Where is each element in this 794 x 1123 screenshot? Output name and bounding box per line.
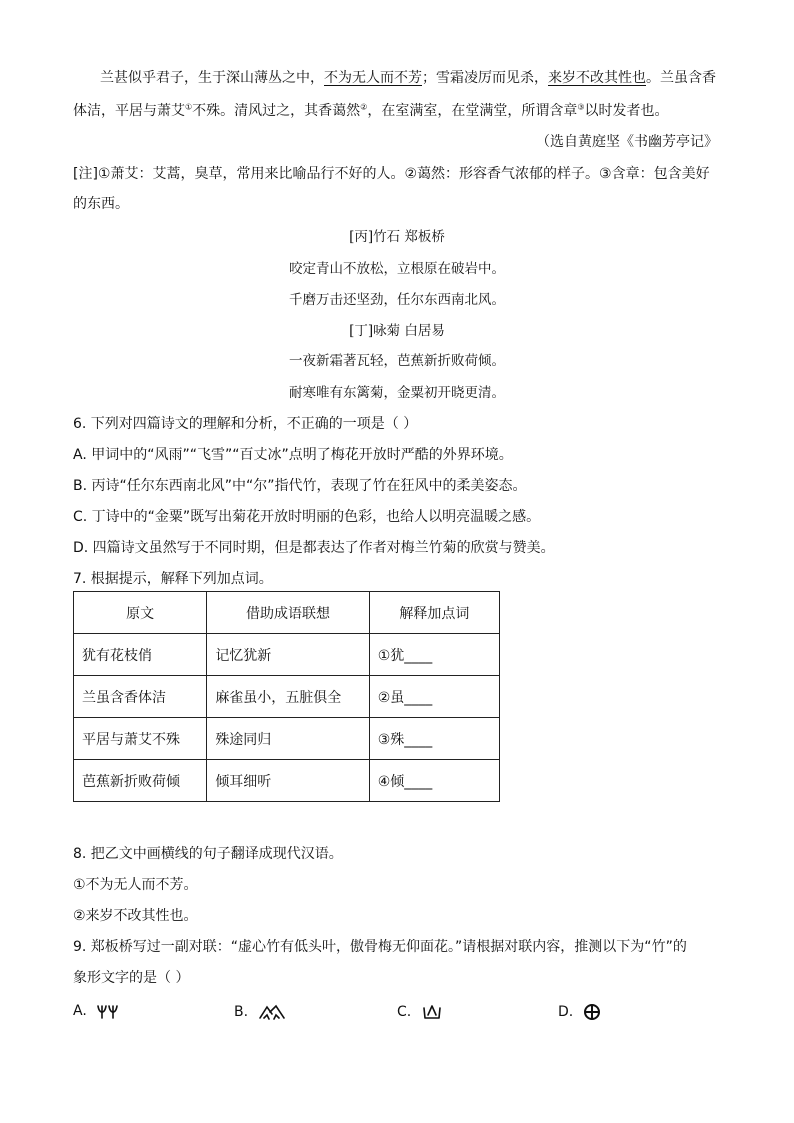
- question-8-item-1: ①不为无人而不芳。: [73, 877, 198, 893]
- option-label: B.: [234, 1004, 249, 1020]
- table-row: [74, 718, 500, 760]
- question-6-option-d: D. 四篇诗文虽然写于不同时期，但是都表达了作者对梅兰竹菊的欣赏与赞美。: [73, 540, 555, 556]
- question-7-table: [73, 591, 500, 802]
- poem-d-line-2: 耐寒唯有东篱菊，金粟初开晓更清。: [289, 385, 505, 401]
- passage-text: 以时发者也。: [584, 103, 669, 119]
- passage-text: 不殊。清风过之，其香蔼然: [192, 103, 361, 119]
- poem-d-line-1: 一夜新霜著瓦轻，芭蕉新折败荷倾。: [289, 353, 505, 369]
- question-9-option-d[interactable]: [558, 1003, 601, 1021]
- question-9-stem-line-2: 象形文字的是（ ）: [73, 970, 190, 986]
- question-6-option-c: C. 丁诗中的“金粟”既写出菊花开放时明丽的色彩，也给人以明亮温暖之感。: [73, 509, 541, 525]
- question-6-option-b: B. 丙诗“任尔东西南北风”中“尔”指代竹，表现了竹在狂风中的柔美姿态。: [73, 478, 527, 494]
- table-cell: 殊途同归: [207, 718, 369, 760]
- annotation-line-2: 的东西。: [73, 196, 129, 212]
- annotation-line-1: [注]①萧艾：艾蒿，臭草，常用来比喻品行不好的人。②蔼然：形容香气浓郁的样子。③含章：包含美好: [73, 166, 710, 182]
- question-9-option-c[interactable]: [397, 1003, 443, 1021]
- poem-c-title: [丙]竹石 郑板桥: [349, 229, 445, 245]
- question-8-stem: 8. 把乙文中画横线的句子翻译成现代汉语。: [73, 846, 343, 862]
- question-9-option-b[interactable]: [234, 1003, 286, 1021]
- answer-blank-cell[interactable]: ②虽____: [369, 676, 499, 718]
- question-9-option-a[interactable]: [73, 1003, 119, 1019]
- table-header-cell: 借助成语联想: [207, 592, 369, 634]
- answer-blank-cell[interactable]: ①犹____: [369, 634, 499, 676]
- answer-blank-cell[interactable]: ④倾____: [369, 760, 499, 802]
- table-row: [74, 676, 500, 718]
- table-header-cell: 解释加点词: [369, 592, 499, 634]
- poem-d-title: [丁]咏菊 白居易: [349, 323, 445, 339]
- underlined-sentence-1: 不为无人而不芳: [324, 70, 422, 86]
- table-cell: 倾耳细听: [207, 760, 369, 802]
- field-glyph-icon: [583, 1003, 601, 1021]
- question-6-option-a: A. 甲词中的“风雨”“飞雪”“百丈冰”点明了梅花开放时严酷的外界环境。: [73, 447, 513, 463]
- answer-blank-cell[interactable]: ③殊____: [369, 718, 499, 760]
- footnote-marker: ②: [360, 102, 368, 112]
- table-cell: 记忆犹新: [207, 634, 369, 676]
- passage-line-2: [73, 100, 669, 120]
- bamboo-glyph-icon: [97, 1003, 119, 1019]
- question-9-stem-line-1: 9. 郑板桥写过一副对联：“虚心竹有低头叶，傲骨梅无仰面花。”请根据对联内容，推测以下为“竹”的: [73, 939, 687, 955]
- table-header-row: [74, 592, 500, 634]
- footnote-marker: ③: [577, 102, 585, 112]
- table-cell: 麻雀虽小，五脏俱全: [207, 676, 369, 718]
- question-6-stem: 6. 下列对四篇诗文的理解和分析，不正确的一项是（ ）: [73, 416, 418, 432]
- table-cell: 兰虽含香体洁: [74, 676, 207, 718]
- table-row: [74, 634, 500, 676]
- passage-text: 兰甚似乎君子，生于深山薄丛之中，: [100, 70, 324, 86]
- poem-c-line-2: 千磨万击还坚劲，任尔东西南北风。: [289, 292, 505, 308]
- passage-text: 体洁，平居与萧艾: [73, 103, 185, 119]
- passage-text: 。兰虽含香: [646, 70, 716, 86]
- underlined-sentence-2: 来岁不改其性也: [548, 70, 646, 86]
- option-label: D.: [558, 1004, 574, 1020]
- table-cell: 芭蕉新折败荷倾: [74, 760, 207, 802]
- passage-source: （选自黄庭坚《书幽芳亭记》: [536, 134, 718, 150]
- fire-glyph-icon: [421, 1003, 443, 1021]
- footnote-marker: ①: [185, 102, 193, 112]
- table-header-cell: 原文: [74, 592, 207, 634]
- passage-text: ；雪霜凌厉而见杀，: [422, 70, 548, 86]
- passage-line-1: [100, 67, 716, 87]
- question-7-stem: 7. 根据提示，解释下列加点词。: [73, 571, 273, 587]
- table-cell: 平居与萧艾不殊: [74, 718, 207, 760]
- question-8-item-2: ②来岁不改其性也。: [73, 908, 198, 924]
- option-label: C.: [397, 1004, 412, 1020]
- poem-c-line-1: 咬定青山不放松，立根原在破岩中。: [289, 261, 505, 277]
- table-cell: 犹有花枝俏: [74, 634, 207, 676]
- passage-text: ，在室满室，在堂满堂，所谓含章: [367, 103, 578, 119]
- tent-glyph-icon: [258, 1003, 286, 1021]
- option-label: A.: [73, 1003, 87, 1019]
- table-row: [74, 760, 500, 802]
